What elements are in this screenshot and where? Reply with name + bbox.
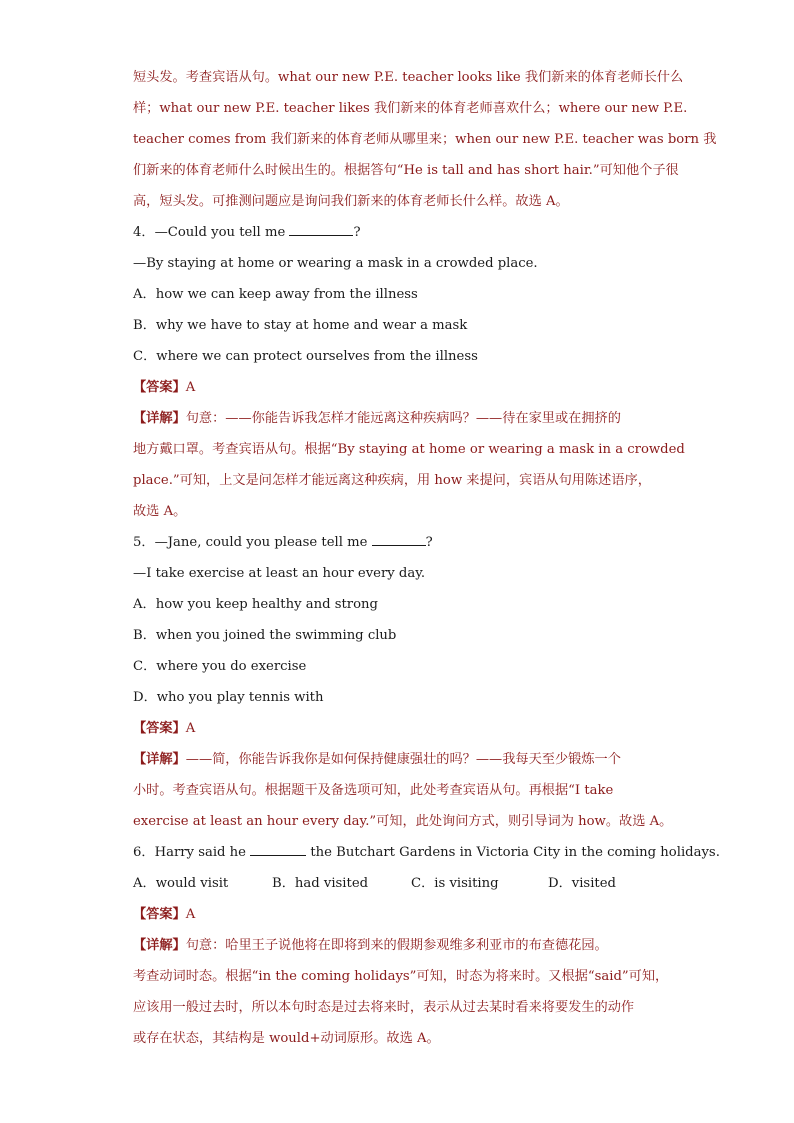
detail-line: 小时。考查宾语从句。根据题干及备选项可知，此处考查宾语从句。再根据“I take <box>133 783 614 798</box>
question-stem: 6．Harry said he the Butchart Gardens in Victoria City in the coming holidays. <box>133 837 663 868</box>
question-stem: 5．—Jane, could you please tell me ? <box>133 527 663 558</box>
detail-line: place.”可知，上文是问怎样才能远离这种疾病，用 how 来提问，宾语从句用陈述语序， <box>133 473 651 488</box>
option-b: B．had visited <box>272 876 369 891</box>
answer-label: 【答案】 <box>133 907 186 922</box>
detail-line: 考查动词时态。根据“in the coming holidays”可知，时态为将来时。又根据“said”可知， <box>133 969 669 984</box>
detail-line: 【详解】句意：——你能告诉我怎样才能远离这种疾病吗？——待在家里或在拥挤的 <box>133 411 621 426</box>
option-a: A．how you keep healthy and strong <box>133 597 378 612</box>
option-d: D．who you play tennis with <box>133 690 324 705</box>
q3-detail-continuation <box>133 62 717 217</box>
answer-line <box>133 899 663 930</box>
text-line: 样；what our new P.E. teacher likes 我们新来的体育老师喜欢什么；where our new P.E. <box>133 101 688 116</box>
answer-line <box>133 372 663 403</box>
text-line: 们新来的体育老师什么时候出生的。根据答句“He is tall and has short hair.”可知他个子很 <box>133 163 679 178</box>
question-6 <box>133 837 720 1054</box>
option-c: C．where you do exercise <box>133 659 307 674</box>
question-reply: —I take exercise at least an hour every day. <box>133 566 426 581</box>
detail-label: 【详解】 <box>133 411 186 426</box>
answer-line <box>133 713 663 744</box>
detail-label: 【详解】 <box>133 752 186 767</box>
answer-blank <box>289 221 353 236</box>
question-stem: 4．—Could you tell me ? <box>133 217 663 248</box>
option-b: B．why we have to stay at home and wear a mask <box>133 318 468 333</box>
options-row <box>133 868 663 899</box>
question-reply: —By staying at home or wearing a mask in a crowded place. <box>133 256 538 271</box>
detail-label: 【详解】 <box>133 938 186 953</box>
answer-label: 【答案】 <box>133 721 186 736</box>
text-line: teacher comes from 我们新来的体育老师从哪里来；when our new P.E. teacher was born 我 <box>133 132 717 147</box>
answer-value: A <box>185 907 196 922</box>
detail-line: 或存在状态，其结构是 would+动词原形。故选 A。 <box>133 1031 440 1046</box>
option-a: A．would visit <box>133 876 229 891</box>
option-a: A．how we can keep away from the illness <box>133 287 418 302</box>
answer-label: 【答案】 <box>133 380 186 395</box>
text-line: 短头发。考查宾语从句。what our new P.E. teacher looks like 我们新来的体育老师长什么 <box>133 70 684 85</box>
question-4 <box>133 217 685 527</box>
detail-line: 应该用一般过去时，所以本句时态是过去将来时，表示从过去某时看来将要发生的动作 <box>133 1000 635 1015</box>
question-5 <box>133 527 673 837</box>
detail-line: 地方戴口罩。考查宾语从句。根据“By staying at home or wearing a mask in a crowded <box>133 442 685 457</box>
option-b: B．when you joined the swimming club <box>133 628 397 643</box>
detail-line: 【详解】句意：哈里王子说他将在即将到来的假期参观维多利亚市的布查德花园。 <box>133 938 608 953</box>
detail-line: 故选 A。 <box>133 504 187 519</box>
option-d: D．visited <box>548 876 616 891</box>
text-line: 高，短头发。可推测问题应是询问我们新来的体育老师长什么样。故选 A。 <box>133 194 569 209</box>
document-page <box>133 62 720 1054</box>
detail-line: exercise at least an hour every day.”可知，此处询问方式，则引导词为 how。故选 A。 <box>133 814 673 829</box>
answer-blank <box>372 531 426 546</box>
option-c: C．where we can protect ourselves from the illness <box>133 349 478 364</box>
answer-value: A <box>185 721 196 736</box>
option-c: C．is visiting <box>411 876 499 891</box>
answer-blank <box>250 841 306 856</box>
detail-line: 【详解】——简，你能告诉我你是如何保持健康强壮的吗？——我每天至少锻炼一个 <box>133 752 621 767</box>
answer-value: A <box>185 380 196 395</box>
